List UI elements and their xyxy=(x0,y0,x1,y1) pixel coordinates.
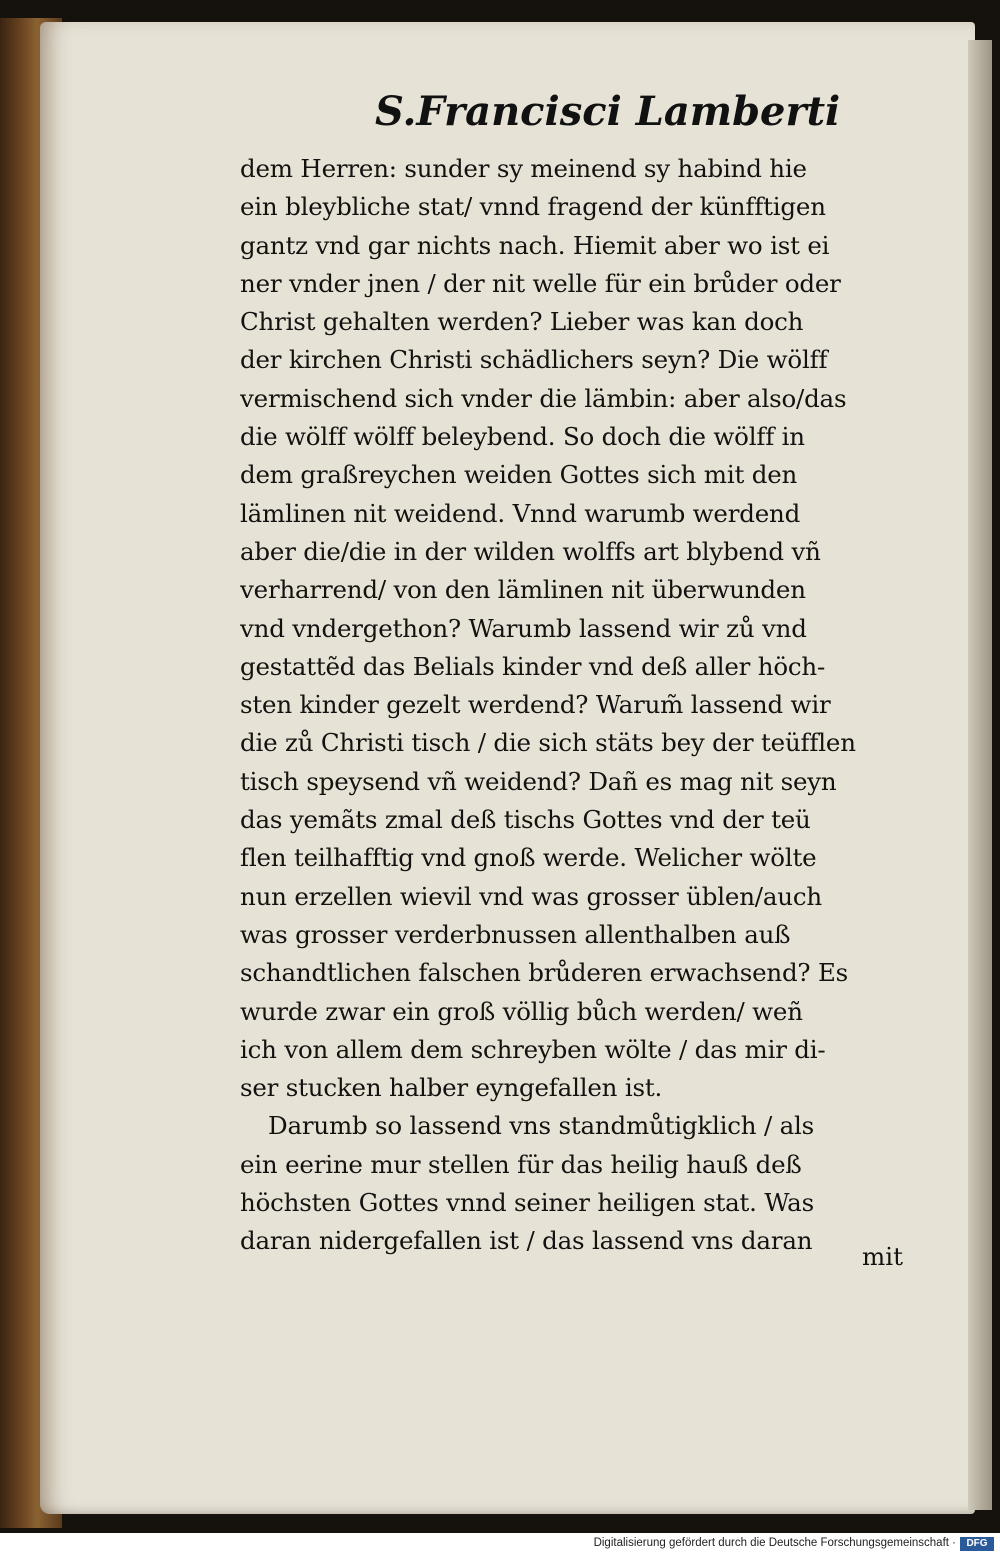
text-line: dem graßreychen weiden Gottes sich mit den xyxy=(240,460,798,490)
text-line: ser stucken halber eyngefallen ist. xyxy=(240,1073,663,1103)
funding-notice: Digitalisierung gefördert durch die Deutsche Forschungsgemeinschaft · xyxy=(593,1537,956,1549)
text-line: gantz vnd gar nichts nach. Hiemit aber wo ist ei xyxy=(240,230,830,260)
text-line: Christ gehalten werden? Lieber was kan doch xyxy=(240,307,804,337)
text-line: verharrend/ von den lämlinen nit überwunden xyxy=(240,575,806,605)
page-fore-edge xyxy=(968,40,992,1510)
text-line: ner vnder jnen / der nit welle für ein brůder oder xyxy=(240,268,841,298)
text-line: aber die/die in der wilden wolffs art blybend vñ xyxy=(240,536,821,566)
text-line: die zů Christi tisch / die sich stäts bey der teüfflen xyxy=(240,728,856,758)
text-line: was grosser verderbnussen allenthalben auß xyxy=(240,919,791,949)
text-line: der kirchen Christi schädlichers seyn? Die wölff xyxy=(240,345,828,375)
text-line: die wölff wölff beleybend. So doch die wölff in xyxy=(240,422,805,452)
text-line: das yemãts zmal deß tischs Gottes vnd der teü xyxy=(240,805,811,835)
body-text xyxy=(240,150,930,1261)
text-line: daran nidergefallen ist / das lassend vns daran xyxy=(240,1226,813,1256)
catchword: mit xyxy=(862,1242,903,1271)
text-line: höchsten Gottes vnnd seiner heiligen stat. Was xyxy=(240,1188,814,1218)
text-line: gestattẽd das Belials kinder vnd deß aller höch- xyxy=(240,651,826,681)
paragraph-start-line: Darumb so lassend vns standmůtigklich / als xyxy=(268,1111,814,1141)
running-head: S.Francisci Lamberti xyxy=(375,88,841,135)
text-line: vnd vndergethon? Warumb lassend wir zů vnd xyxy=(240,613,807,643)
text-line: ich von allem dem schreyben wölte / das mir di- xyxy=(240,1034,826,1064)
text-line: flen teilhafftig vnd gnoß werde. Welicher wölte xyxy=(240,843,817,873)
text-line: ein eerine mur stellen für das heilig hauß deß xyxy=(240,1149,802,1179)
text-line: dem Herren: sunder sy meinend sy habind hie xyxy=(240,154,807,183)
text-line: sten kinder gezelt werdend? Warum̃ lassend wir xyxy=(240,690,831,720)
text-line: nun erzellen wievil vnd was grosser üblen/auch xyxy=(240,881,822,911)
text-line: schandtlichen falschen brůderen erwachsend? Es xyxy=(240,958,849,988)
text-line: vermischend sich vnder die lämbin: aber also/das xyxy=(240,383,847,413)
text-line: lämlinen nit weidend. Vnnd warumb werdend xyxy=(240,498,801,528)
dfg-logo: DFG xyxy=(960,1537,994,1551)
text-line: tisch speysend vñ weidend? Dañ es mag nit seyn xyxy=(240,766,837,796)
text-line: ein bleybliche stat/ vnnd fragend der künfftigen xyxy=(240,192,826,222)
text-line: wurde zwar ein groß völlig bůch werden/ weñ xyxy=(240,996,803,1026)
